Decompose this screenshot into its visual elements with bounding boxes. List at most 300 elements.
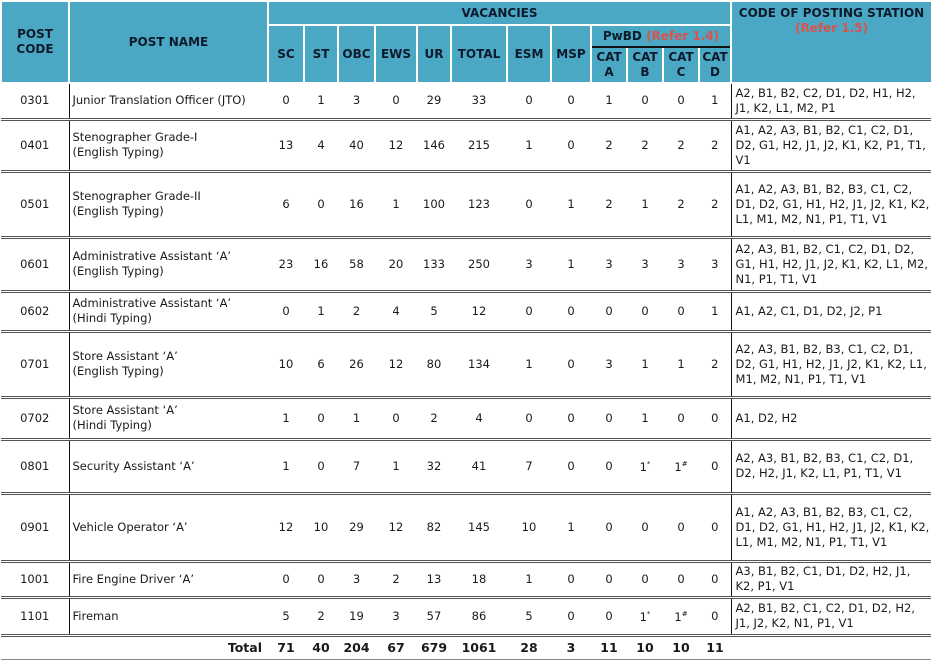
post-name bbox=[69, 561, 268, 597]
cell-ur bbox=[417, 561, 451, 597]
cell-ur-value: 13 bbox=[426, 571, 442, 586]
cell-st bbox=[304, 331, 338, 397]
post-name-line1: Fire Engine Driver ‘A’ bbox=[72, 571, 194, 586]
cell-msp-value: 0 bbox=[567, 356, 575, 371]
total-total: 1061 bbox=[451, 635, 507, 659]
post-name bbox=[69, 439, 268, 493]
table-row bbox=[1, 597, 931, 635]
total-esm: 28 bbox=[507, 635, 551, 659]
header-pwbd-ref: (Refer 1.4) bbox=[646, 28, 720, 43]
cell-st-value: 0 bbox=[317, 410, 325, 425]
cell-a bbox=[591, 493, 627, 561]
cell-esm-value: 3 bbox=[525, 256, 533, 271]
cell-esm bbox=[507, 331, 551, 397]
cell-a-value: 3 bbox=[605, 256, 613, 271]
cell-total bbox=[451, 119, 507, 171]
header-pwbd bbox=[591, 25, 731, 47]
header-station-ref: (Refer 1.5) bbox=[794, 21, 869, 35]
cell-d bbox=[699, 597, 731, 635]
header-station bbox=[731, 1, 931, 83]
cell-obc bbox=[338, 171, 375, 237]
post-code: 0702 bbox=[1, 397, 69, 439]
total-label: Total bbox=[1, 635, 268, 659]
cell-obc-value: 19 bbox=[349, 608, 364, 623]
post-name-line2: (Hindi Typing) bbox=[72, 418, 152, 432]
cell-d bbox=[699, 119, 731, 171]
total-stations-empty bbox=[731, 635, 931, 659]
cell-a bbox=[591, 83, 627, 119]
posting-stations: A2, A3, B1, B2, C1, C2, D1, D2, G1, H1, H2, J1, J2, K1, K2, L1, M2, N1, P1, T1, V1 bbox=[731, 237, 931, 291]
cell-esm-value: 0 bbox=[525, 410, 533, 425]
cell-ur-value: 57 bbox=[426, 608, 442, 623]
cell-b bbox=[627, 331, 663, 397]
cell-ews bbox=[375, 397, 417, 439]
table-row bbox=[1, 493, 931, 561]
cell-ews bbox=[375, 493, 417, 561]
cell-msp-value: 0 bbox=[567, 608, 575, 623]
cell-total-value: 250 bbox=[468, 256, 490, 271]
table-row bbox=[1, 83, 931, 119]
cell-obc bbox=[338, 439, 375, 493]
cell-ur-value: 29 bbox=[426, 93, 442, 108]
cell-c bbox=[663, 561, 699, 597]
cell-st-value: 10 bbox=[313, 519, 329, 534]
cell-total bbox=[451, 561, 507, 597]
post-name bbox=[69, 119, 268, 171]
cell-a-value: 0 bbox=[605, 519, 613, 534]
cell-st-value: 16 bbox=[313, 256, 329, 271]
header-obc: OBC bbox=[338, 25, 375, 83]
cell-ur bbox=[417, 331, 451, 397]
cell-ews bbox=[375, 237, 417, 291]
cell-d bbox=[699, 561, 731, 597]
cell-sc-value: 0 bbox=[282, 303, 290, 318]
cell-esm bbox=[507, 397, 551, 439]
cell-esm bbox=[507, 83, 551, 119]
cell-ur-value: 133 bbox=[423, 256, 445, 271]
cell-msp-value: 1 bbox=[567, 256, 575, 271]
cell-c bbox=[663, 597, 699, 635]
cell-c-value: 2 bbox=[677, 137, 685, 152]
cell-sc bbox=[268, 493, 304, 561]
total-ur: 679 bbox=[417, 635, 451, 659]
cell-ur bbox=[417, 119, 451, 171]
post-name bbox=[69, 397, 268, 439]
cell-esm bbox=[507, 561, 551, 597]
cell-sc bbox=[268, 171, 304, 237]
cell-esm-value: 1 bbox=[525, 571, 533, 586]
cell-msp bbox=[551, 331, 591, 397]
cell-c-value: 1 bbox=[677, 356, 685, 371]
cell-a bbox=[591, 439, 627, 493]
cell-esm-value: 7 bbox=[525, 458, 533, 473]
cell-msp bbox=[551, 439, 591, 493]
cell-st bbox=[304, 119, 338, 171]
header-pwbd-label: PwBD bbox=[602, 28, 642, 43]
posting-stations: A2, B1, B2, C2, D1, D2, H1, H2, J1, K2, L1, M2, P1 bbox=[731, 83, 931, 119]
cell-d-value: 2 bbox=[711, 137, 719, 152]
cell-msp bbox=[551, 171, 591, 237]
post-name-line1: Fireman bbox=[72, 608, 119, 623]
cell-esm-value: 1 bbox=[525, 356, 533, 371]
cell-a-value: 3 bbox=[605, 356, 613, 371]
posting-stations: A2, B1, B2, C1, C2, D1, D2, H2, J1, J2, K2, N1, P1, V1 bbox=[731, 597, 931, 635]
cell-esm bbox=[507, 291, 551, 331]
cell-d-value: 3 bbox=[711, 256, 719, 271]
post-code: 0501 bbox=[1, 171, 69, 237]
cell-obc-value: 40 bbox=[349, 137, 364, 152]
cell-total bbox=[451, 83, 507, 119]
cell-esm-value: 5 bbox=[525, 608, 533, 623]
cell-sc bbox=[268, 331, 304, 397]
cell-st bbox=[304, 397, 338, 439]
post-name-line1: Store Assistant ‘A’ bbox=[72, 349, 178, 363]
post-name-line2: (Hindi Typing) bbox=[72, 311, 152, 325]
cell-d-value: 2 bbox=[711, 356, 719, 371]
cell-c-value: 1 bbox=[674, 459, 682, 474]
cell-sc-value: 13 bbox=[278, 137, 294, 152]
cell-obc bbox=[338, 291, 375, 331]
cell-sc-value: 12 bbox=[278, 519, 294, 534]
posting-stations: A1, A2, A3, B1, B2, C1, C2, D1, D2, G1, H2, J1, J2, K1, K2, P1, T1, V1 bbox=[731, 119, 931, 171]
cell-ur bbox=[417, 83, 451, 119]
post-code: 0401 bbox=[1, 119, 69, 171]
cell-c-value: 0 bbox=[677, 410, 685, 425]
cell-sc bbox=[268, 439, 304, 493]
total-d: 11 bbox=[699, 635, 731, 659]
cell-b bbox=[627, 291, 663, 331]
cell-esm bbox=[507, 171, 551, 237]
cell-ur-value: 146 bbox=[423, 137, 445, 152]
cell-c-value: 3 bbox=[677, 256, 685, 271]
footnote-mark: # bbox=[681, 460, 688, 469]
post-name bbox=[69, 331, 268, 397]
cell-sc-value: 6 bbox=[282, 196, 290, 211]
table-row bbox=[1, 561, 931, 597]
cell-d bbox=[699, 397, 731, 439]
cell-st bbox=[304, 237, 338, 291]
cell-obc-value: 7 bbox=[352, 458, 361, 473]
cell-a-value: 0 bbox=[605, 410, 613, 425]
footnote-mark: * bbox=[646, 610, 651, 619]
cell-st-value: 4 bbox=[317, 137, 325, 152]
cell-d bbox=[699, 83, 731, 119]
cell-st bbox=[304, 291, 338, 331]
post-code: 0801 bbox=[1, 439, 69, 493]
cell-d bbox=[699, 331, 731, 397]
posting-stations: A1, A2, A3, B1, B2, B3, C1, C2, D1, D2, G1, H1, H2, J1, J2, K1, K2, L1, M1, M2, N1, P1, T1, V1 bbox=[731, 171, 931, 237]
cell-c bbox=[663, 171, 699, 237]
posting-stations: A2, A3, B1, B2, B3, C1, C2, D1, D2, H2, J1, K2, L1, P1, T1, V1 bbox=[731, 439, 931, 493]
cell-c bbox=[663, 331, 699, 397]
post-name-line1: Security Assistant ‘A’ bbox=[72, 458, 195, 473]
cell-d bbox=[699, 493, 731, 561]
cell-ews bbox=[375, 171, 417, 237]
cell-b-value: 0 bbox=[641, 571, 649, 586]
cell-sc-value: 5 bbox=[282, 608, 290, 623]
cell-b-value: 1 bbox=[639, 609, 647, 624]
cell-c bbox=[663, 493, 699, 561]
cell-c-value: 0 bbox=[677, 519, 685, 534]
footnote-mark: * bbox=[646, 460, 651, 469]
post-name bbox=[69, 83, 268, 119]
total-obc: 204 bbox=[338, 635, 375, 659]
cell-esm bbox=[507, 119, 551, 171]
cell-total-value: 4 bbox=[475, 410, 483, 425]
cell-ews bbox=[375, 83, 417, 119]
cell-ur bbox=[417, 597, 451, 635]
cell-c-value: 0 bbox=[677, 571, 685, 586]
posting-stations: A2, A3, B1, B2, B3, C1, C2, D1, D2, G1, H1, H2, J1, J2, K1, K2, L1, M1, M2, N1, P1, T1, V1 bbox=[731, 331, 931, 397]
cell-msp bbox=[551, 493, 591, 561]
table-row bbox=[1, 237, 931, 291]
cell-c bbox=[663, 439, 699, 493]
cell-obc bbox=[338, 83, 375, 119]
cell-sc-value: 10 bbox=[278, 356, 294, 371]
header-esm: ESM bbox=[507, 25, 551, 83]
post-code: 0901 bbox=[1, 493, 69, 561]
cell-obc bbox=[338, 493, 375, 561]
cell-ews bbox=[375, 597, 417, 635]
cell-obc bbox=[338, 331, 375, 397]
posting-stations: A1, A2, A3, B1, B2, B3, C1, C2, D1, D2, G1, H1, H2, J1, J2, K1, K2, L1, M1, M2, N1, P1, T1, V1 bbox=[731, 493, 931, 561]
header-ur: UR bbox=[417, 25, 451, 83]
cell-d-value: 2 bbox=[711, 196, 719, 211]
cell-total-value: 41 bbox=[471, 458, 487, 473]
header-cat-d: CAT D bbox=[699, 47, 731, 83]
total-ews: 67 bbox=[375, 635, 417, 659]
table-row bbox=[1, 331, 931, 397]
cell-ur-value: 2 bbox=[430, 410, 438, 425]
header-cat-a: CAT A bbox=[591, 47, 627, 83]
post-name-line2: (English Typing) bbox=[72, 364, 164, 378]
header-msp: MSP bbox=[551, 25, 591, 83]
post-name bbox=[69, 171, 268, 237]
post-name-line1: Vehicle Operator ‘A’ bbox=[72, 519, 188, 534]
cell-d bbox=[699, 439, 731, 493]
cell-ews-value: 1 bbox=[392, 196, 400, 211]
post-code: 0701 bbox=[1, 331, 69, 397]
cell-a bbox=[591, 291, 627, 331]
footnote-mark: # bbox=[681, 610, 688, 619]
cell-st bbox=[304, 439, 338, 493]
post-code: 0301 bbox=[1, 83, 69, 119]
cell-msp bbox=[551, 597, 591, 635]
cell-obc-value: 3 bbox=[352, 571, 361, 586]
posting-stations: A1, A2, C1, D1, D2, J2, P1 bbox=[731, 291, 931, 331]
cell-msp-value: 0 bbox=[567, 93, 575, 108]
cell-ur bbox=[417, 439, 451, 493]
cell-total bbox=[451, 439, 507, 493]
cell-d-value: 0 bbox=[711, 458, 719, 473]
cell-a bbox=[591, 331, 627, 397]
post-name-line1: Administrative Assistant ‘A’ bbox=[72, 296, 232, 310]
cell-a-value: 0 bbox=[605, 303, 613, 318]
post-name-line1: Stenographer Grade-I bbox=[72, 130, 198, 144]
cell-ews bbox=[375, 439, 417, 493]
cell-esm-value: 1 bbox=[525, 137, 533, 152]
cell-ur-value: 100 bbox=[423, 196, 445, 211]
cell-ews-value: 0 bbox=[392, 410, 400, 425]
cell-a bbox=[591, 171, 627, 237]
cell-ur-value: 82 bbox=[426, 519, 442, 534]
table-row bbox=[1, 119, 931, 171]
cell-sc bbox=[268, 397, 304, 439]
post-name-line1: Stenographer Grade-II bbox=[72, 189, 201, 203]
header-st: ST bbox=[304, 25, 338, 83]
cell-esm bbox=[507, 597, 551, 635]
post-name-line1: Store Assistant ‘A’ bbox=[72, 403, 178, 417]
post-name-line2: (English Typing) bbox=[72, 145, 164, 159]
cell-total bbox=[451, 331, 507, 397]
cell-ur bbox=[417, 397, 451, 439]
cell-esm-value: 10 bbox=[521, 519, 537, 534]
post-name bbox=[69, 493, 268, 561]
cell-b-value: 1 bbox=[641, 356, 649, 371]
cell-obc-value: 1 bbox=[352, 410, 361, 425]
cell-st-value: 1 bbox=[317, 93, 325, 108]
cell-msp bbox=[551, 83, 591, 119]
cell-sc-value: 1 bbox=[282, 410, 290, 425]
cell-b bbox=[627, 171, 663, 237]
cell-ur-value: 5 bbox=[430, 303, 438, 318]
table-row bbox=[1, 439, 931, 493]
cell-total-value: 33 bbox=[471, 93, 487, 108]
cell-ews bbox=[375, 331, 417, 397]
cell-a bbox=[591, 397, 627, 439]
cell-total bbox=[451, 237, 507, 291]
cell-st bbox=[304, 597, 338, 635]
cell-b bbox=[627, 439, 663, 493]
header-cat-c: CAT C bbox=[663, 47, 699, 83]
cell-sc bbox=[268, 119, 304, 171]
cell-msp-value: 0 bbox=[567, 303, 575, 318]
header-post-code: POST CODE bbox=[1, 1, 69, 83]
cell-obc-value: 26 bbox=[349, 356, 364, 371]
cell-ews-value: 2 bbox=[392, 571, 400, 586]
cell-total-value: 123 bbox=[468, 196, 490, 211]
cell-c bbox=[663, 397, 699, 439]
cell-ews-value: 1 bbox=[392, 458, 400, 473]
post-name bbox=[69, 291, 268, 331]
cell-b-value: 0 bbox=[641, 303, 649, 318]
cell-st-value: 0 bbox=[317, 458, 325, 473]
table-row bbox=[1, 171, 931, 237]
post-name-line1: Junior Translation Officer (JTO) bbox=[72, 93, 246, 108]
cell-b bbox=[627, 561, 663, 597]
cell-obc-value: 3 bbox=[352, 93, 361, 108]
cell-total bbox=[451, 397, 507, 439]
header-ews: EWS bbox=[375, 25, 417, 83]
total-msp: 3 bbox=[551, 635, 591, 659]
cell-obc bbox=[338, 237, 375, 291]
cell-msp-value: 0 bbox=[567, 571, 575, 586]
header-total: TOTAL bbox=[451, 25, 507, 83]
cell-d-value: 1 bbox=[711, 303, 719, 318]
post-code: 1101 bbox=[1, 597, 69, 635]
cell-c-value: 0 bbox=[677, 303, 685, 318]
cell-b bbox=[627, 597, 663, 635]
cell-ur-value: 80 bbox=[426, 356, 442, 371]
cell-a bbox=[591, 597, 627, 635]
cell-ews-value: 4 bbox=[392, 303, 400, 318]
cell-total-value: 145 bbox=[468, 519, 490, 534]
post-name-line2: (English Typing) bbox=[72, 264, 164, 278]
cell-d bbox=[699, 291, 731, 331]
cell-d-value: 0 bbox=[711, 410, 719, 425]
cell-a bbox=[591, 119, 627, 171]
cell-msp-value: 0 bbox=[567, 137, 575, 152]
cell-st bbox=[304, 493, 338, 561]
cell-esm bbox=[507, 237, 551, 291]
cell-obc bbox=[338, 561, 375, 597]
header-vacancies: VACANCIES bbox=[268, 1, 731, 25]
cell-esm bbox=[507, 493, 551, 561]
cell-ews-value: 12 bbox=[388, 356, 404, 371]
cell-ur bbox=[417, 291, 451, 331]
cell-a-value: 0 bbox=[605, 571, 613, 586]
total-b: 10 bbox=[627, 635, 663, 659]
cell-a-value: 2 bbox=[605, 196, 613, 211]
cell-sc-value: 0 bbox=[282, 93, 290, 108]
cell-total-value: 134 bbox=[468, 356, 490, 371]
cell-sc-value: 23 bbox=[278, 256, 294, 271]
cell-sc bbox=[268, 291, 304, 331]
cell-d bbox=[699, 171, 731, 237]
cell-b-value: 1 bbox=[639, 459, 647, 474]
cell-total bbox=[451, 597, 507, 635]
cell-msp bbox=[551, 397, 591, 439]
cell-b bbox=[627, 83, 663, 119]
cell-ur bbox=[417, 237, 451, 291]
cell-ews bbox=[375, 119, 417, 171]
cell-esm-value: 0 bbox=[525, 303, 533, 318]
cell-b-value: 1 bbox=[641, 196, 649, 211]
cell-ews-value: 20 bbox=[388, 256, 404, 271]
table-row bbox=[1, 291, 931, 331]
cell-b-value: 1 bbox=[641, 410, 649, 425]
cell-d-value: 0 bbox=[711, 519, 719, 534]
cell-ews bbox=[375, 291, 417, 331]
post-name bbox=[69, 237, 268, 291]
cell-obc bbox=[338, 397, 375, 439]
cell-sc bbox=[268, 561, 304, 597]
post-code: 0601 bbox=[1, 237, 69, 291]
cell-obc bbox=[338, 597, 375, 635]
cell-c bbox=[663, 119, 699, 171]
cell-st bbox=[304, 171, 338, 237]
cell-a-value: 1 bbox=[605, 93, 613, 108]
cell-c-value: 2 bbox=[677, 196, 685, 211]
cell-ur bbox=[417, 493, 451, 561]
post-name-line2: (English Typing) bbox=[72, 204, 164, 218]
post-code: 1001 bbox=[1, 561, 69, 597]
cell-a-value: 0 bbox=[605, 608, 613, 623]
cell-st-value: 2 bbox=[317, 608, 325, 623]
cell-esm bbox=[507, 439, 551, 493]
cell-ews-value: 3 bbox=[392, 608, 400, 623]
cell-msp bbox=[551, 561, 591, 597]
cell-msp-value: 0 bbox=[567, 410, 575, 425]
cell-obc-value: 29 bbox=[349, 519, 364, 534]
total-sc: 71 bbox=[268, 635, 304, 659]
cell-b bbox=[627, 237, 663, 291]
cell-c bbox=[663, 291, 699, 331]
cell-total-value: 12 bbox=[471, 303, 487, 318]
posting-stations: A1, D2, H2 bbox=[731, 397, 931, 439]
total-a: 11 bbox=[591, 635, 627, 659]
cell-msp bbox=[551, 237, 591, 291]
